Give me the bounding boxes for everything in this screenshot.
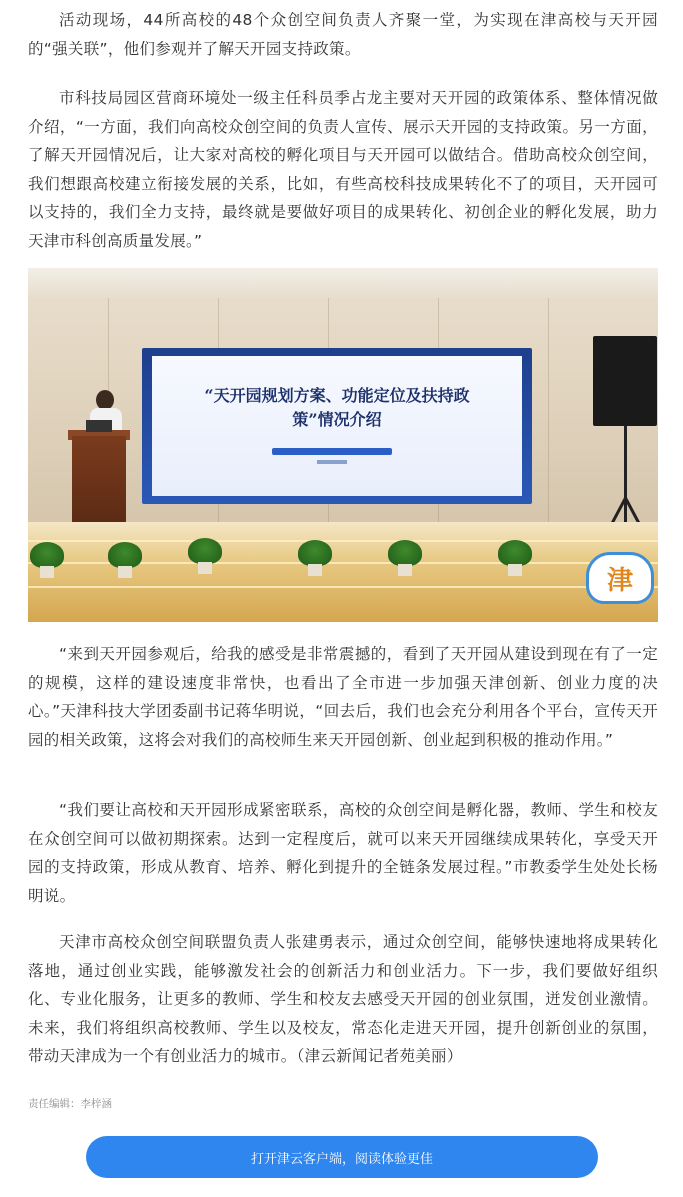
laptop (86, 420, 112, 432)
open-app-button[interactable]: 打开津云客户端，阅读体验更佳 (86, 1136, 598, 1178)
plant-icon (188, 538, 222, 564)
plant-icon (388, 540, 422, 566)
article-paragraph: 活动现场，44所高校的48个众创空间负责人齐聚一堂，为实现在津高校与天开园的“强关联”，他们参观并了解天开园支持政策。 (28, 11, 658, 58)
article-paragraph: 天津市高校众创空间联盟负责人张建勇表示，通过众创空间，能够快速地将成果转化落地，通过创业实践，能够激发社会的创新活力和创业活力。下一步，我们要做好组织化、专业化服务，让更多的教师、学生和校友去感受天开园的创业氛围，迸发创业激情。未来，我们将组织高校教师、学生以及校友，常态化走进天开园，提升创新创业的氛围，带动天津成为一个有创业活力的城市。（津云新闻记者苑美丽） (28, 933, 658, 1065)
slide-subtitle-bar (272, 448, 392, 455)
plant-pot (508, 564, 522, 576)
photo-ceiling (28, 268, 658, 298)
plant-icon (498, 540, 532, 566)
plant-pot (308, 564, 322, 576)
event-photo (28, 268, 658, 622)
plant-icon (298, 540, 332, 566)
plant-pot (398, 564, 412, 576)
plant-pot (118, 566, 132, 578)
article-paragraph: 市科技局园区营商环境处一级主任科员季占龙主要对天开园的政策体系、整体情况做介绍，“一方面，我们向高校众创空间的负责人宣传、展示天开园的支持政策。另一方面，了解天开园情况后，让大家对高校的孵化项目与天开园可以做结合。借助高校众创空间，我们想跟高校建立衔接发展的关系，比如，有些高校科技成果转化不了的项目，天开园可以支持的，我们全力支持，最终就是要做好项目的成果转化、初创企业的孵化发展，助力天津市科创高质量发展。” (28, 89, 658, 250)
jinyun-logo-watermark: 津 (586, 552, 654, 604)
article-paragraph: “来到天开园参观后，给我的感受是非常震撼的，看到了天开园从建设到现在有了一定的规模，这样的建设速度非常快，也看出了全市进一步加强天津创新、创业力度的决心。”天津科技大学团委副书记蒋华明说，“回去后，我们也会充分利用各个平台，宣传天开园的相关政策，这将会对我们的高校师生来天开园创新、创业起到积极的推动作用。” (28, 645, 658, 749)
plant-pot (40, 566, 54, 578)
presenter-head (96, 390, 114, 410)
slide-title: “天开园规划方案、功能定位及扶持政策”情况介绍 (204, 386, 470, 429)
plant-icon (108, 542, 142, 568)
projection-screen (142, 348, 532, 504)
editor-credit: 责任编辑：李梓涵 (28, 1098, 112, 1110)
stage-step (28, 586, 658, 588)
plant-pot (198, 562, 212, 574)
slide (152, 356, 522, 496)
wall-panel (548, 298, 549, 538)
loudspeaker (593, 336, 657, 426)
article-paragraph: “我们要让高校和天开园形成紧密联系，高校的众创空间是孵化器，教师、学生和校友在众创空间可以做初期探索。达到一定程度后，就可以来天开园继续成果转化，享受天开园的支持政策，形成从教育、培养、孵化到提升的全链条发展过程。”市教委学生处处长杨明说。 (28, 801, 658, 905)
slide-date-bar (317, 460, 347, 464)
plant-icon (30, 542, 64, 568)
podium (72, 436, 126, 528)
